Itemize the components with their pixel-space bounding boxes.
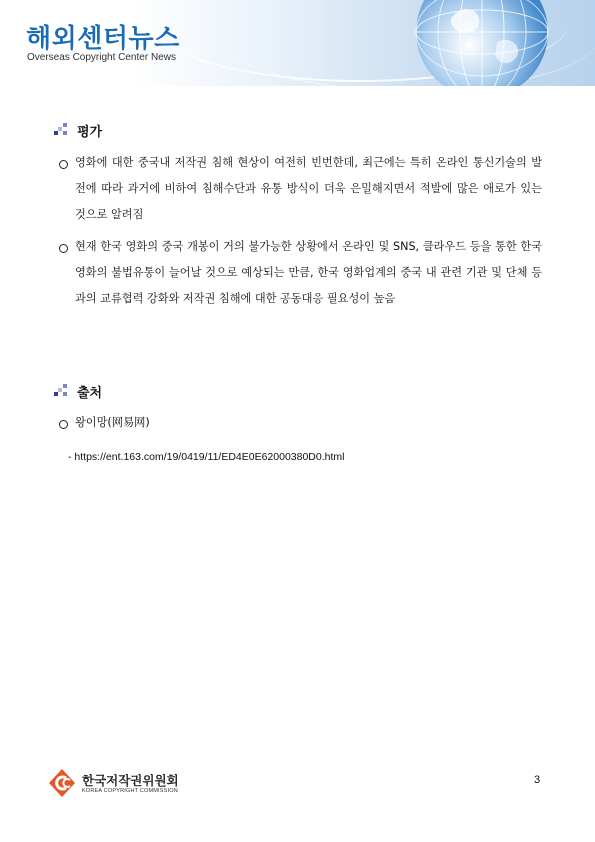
circle-bullet-icon [59, 160, 68, 169]
commission-name-en: KOREA COPYRIGHT COMMISSION [82, 788, 178, 794]
header-title: 해외센터뉴스 [26, 24, 180, 54]
page-number: 3 [534, 774, 541, 786]
header-banner [0, 0, 595, 86]
globe-icon [412, 0, 552, 86]
circle-bullet-icon [59, 420, 68, 429]
evaluation-bullet: 현재 한국 영화의 중국 개봉이 거의 불가능한 상황에서 온라인 및 SNS, 클라우드 등을 통한 한국 영화의 불법유통이 늘어날 것으로 예상되는 만큼, 한국 영화업계의 중국 내 관련 기관 및 단체 등과의 교류협력 강화와 저작권 침해에 대한 공동대응 필요성이 높음 [75, 240, 542, 305]
commission-name: 한국저작권위원회 [82, 773, 179, 788]
evaluation-bullet: 영화에 대한 중국내 저작권 침해 현상이 여전히 빈번한데, 최근에는 특히 온라인 통신기술의 발전에 따라 과거에 비하여 침해수단과 유통 방식이 더욱 은밀해지면서 적발에 많은 애로가 있는 것으로 알려짐 [75, 156, 542, 221]
section-heading-evaluation: 평가 [77, 125, 103, 140]
circle-bullet-icon [59, 244, 68, 253]
section-bullet-icon [54, 123, 68, 135]
source-name: 왕이망(网易网) [75, 416, 150, 429]
source-link[interactable]: - https://ent.163.com/19/0419/11/ED4E0E62000380D0.html [68, 451, 345, 463]
header-subtitle: Overseas Copyright Center News [27, 52, 176, 63]
section-bullet-icon [54, 384, 68, 396]
commission-logo-icon [48, 768, 76, 798]
section-heading-source: 출처 [77, 386, 103, 401]
